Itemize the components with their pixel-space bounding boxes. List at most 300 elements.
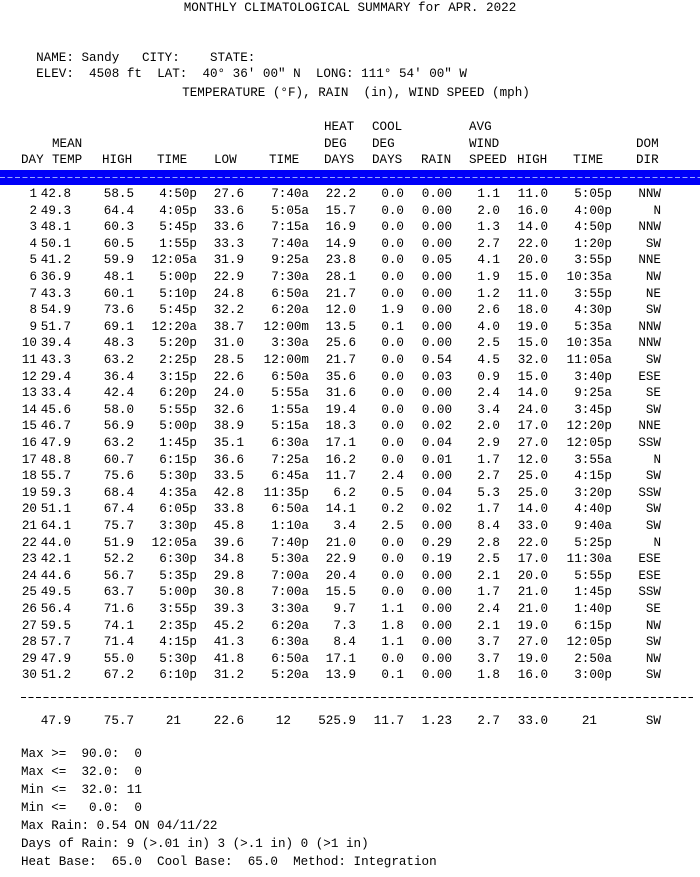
summary-line: Days of Rain: 9 (>.01 in) 3 (>.1 in) 0 (>1 in) bbox=[21, 837, 369, 851]
table-cell: 41.3 bbox=[213, 635, 244, 650]
table-cell: 6:30p bbox=[159, 552, 197, 567]
table-row bbox=[0, 651, 700, 667]
table-cell: 17.0 bbox=[517, 552, 548, 567]
longitude: 111° 54' 00" W bbox=[361, 67, 467, 81]
header-separator-band bbox=[0, 170, 700, 185]
table-cell: 29 bbox=[21, 651, 37, 666]
table-cell: 0.04 bbox=[421, 485, 452, 500]
table-cell: 15 bbox=[21, 419, 37, 434]
table-cell: 12:05a bbox=[151, 253, 197, 268]
table-cell: 60.1 bbox=[103, 286, 134, 301]
table-cell: 59.5 bbox=[40, 618, 71, 633]
table-cell: 0.0 bbox=[381, 353, 404, 367]
table-cell: 5:55p bbox=[159, 402, 197, 417]
table-cell: 0.00 bbox=[421, 220, 452, 235]
table-row bbox=[0, 252, 700, 268]
table-cell: 60.5 bbox=[103, 236, 134, 251]
table-cell: 0.00 bbox=[421, 469, 452, 484]
table-cell: 69.1 bbox=[103, 319, 134, 334]
table-cell: 21.0 bbox=[517, 602, 548, 616]
table-cell: 0.9 bbox=[477, 369, 500, 384]
column-header: DAY bbox=[21, 153, 44, 167]
station-name: Sandy bbox=[81, 51, 120, 65]
table-cell: 6:05p bbox=[159, 502, 197, 517]
table-cell: 0.0 bbox=[381, 552, 404, 567]
table-cell: 7.3 bbox=[333, 618, 356, 633]
table-cell: 15.0 bbox=[517, 270, 548, 284]
table-cell: 12:05p bbox=[566, 635, 612, 650]
units-line: TEMPERATURE (°F), RAIN (in), WIND SPEED (mph) bbox=[182, 86, 530, 100]
table-cell: 9:25a bbox=[574, 386, 612, 401]
column-header: MEAN bbox=[52, 136, 83, 151]
table-cell: 50.1 bbox=[40, 236, 71, 251]
table-cell: 49.5 bbox=[40, 585, 71, 600]
table-cell: 51.7 bbox=[40, 319, 71, 334]
column-header: AVG bbox=[469, 120, 492, 134]
table-cell: 0.0 bbox=[381, 270, 404, 284]
table-cell: 11:35p bbox=[263, 485, 309, 500]
table-cell: 1:10a bbox=[271, 519, 309, 533]
table-cell: 0.19 bbox=[421, 552, 452, 567]
table-row bbox=[0, 518, 700, 534]
header-row bbox=[0, 136, 700, 152]
table-cell: 33.5 bbox=[213, 469, 244, 484]
table-row bbox=[0, 452, 700, 468]
table-cell: 5:30a bbox=[271, 552, 309, 567]
table-cell: NNW bbox=[638, 187, 661, 201]
table-cell: 74.1 bbox=[103, 618, 134, 633]
totals-cell: 525.9 bbox=[318, 714, 356, 728]
table-cell: 2:25p bbox=[159, 353, 197, 367]
table-row bbox=[0, 203, 700, 219]
summary-line: Min <= 0.0: 0 bbox=[21, 801, 142, 815]
table-row bbox=[0, 352, 700, 368]
table-cell: 14.1 bbox=[325, 502, 356, 517]
table-cell: 25 bbox=[21, 585, 37, 600]
table-cell: 0.00 bbox=[421, 303, 452, 318]
table-cell: 2.8 bbox=[477, 535, 500, 550]
table-cell: 0.0 bbox=[381, 286, 404, 301]
table-cell: 2.0 bbox=[477, 203, 500, 218]
table-cell: 0.54 bbox=[421, 353, 452, 367]
header-row bbox=[0, 119, 700, 135]
table-cell: 27.0 bbox=[517, 436, 548, 450]
table-cell: 22.0 bbox=[517, 535, 548, 550]
column-header: TIME bbox=[269, 153, 300, 167]
table-cell: 0.0 bbox=[381, 203, 404, 218]
state-label: STATE: bbox=[210, 51, 256, 65]
table-cell: 2.6 bbox=[477, 303, 500, 318]
table-cell: 14.0 bbox=[517, 386, 548, 401]
table-cell: 56.7 bbox=[103, 568, 134, 583]
table-cell: 31.9 bbox=[213, 253, 244, 268]
table-cell: 8.4 bbox=[477, 519, 500, 533]
table-cell: 1.1 bbox=[477, 187, 500, 201]
table-cell: 6:15p bbox=[574, 618, 612, 633]
table-cell: 46.7 bbox=[40, 419, 71, 434]
table-cell: 0.00 bbox=[421, 386, 452, 401]
table-cell: 11.0 bbox=[517, 286, 548, 301]
table-cell: 0.00 bbox=[421, 402, 452, 417]
table-cell: 9:25a bbox=[271, 253, 309, 268]
table-cell: 48.1 bbox=[40, 220, 71, 235]
table-row bbox=[0, 501, 700, 517]
table-cell: 67.4 bbox=[103, 502, 134, 517]
table-cell: 6 bbox=[29, 270, 37, 284]
table-cell: 5:00p bbox=[159, 419, 197, 434]
table-cell: 0.0 bbox=[381, 386, 404, 401]
table-cell: 6:20a bbox=[271, 303, 309, 318]
table-row bbox=[0, 568, 700, 584]
table-cell: 56.4 bbox=[40, 602, 71, 616]
table-cell: 6:50a bbox=[271, 286, 309, 301]
table-cell: SW bbox=[645, 469, 661, 484]
table-cell: 59.3 bbox=[40, 485, 71, 500]
column-header: DIR bbox=[636, 153, 659, 167]
table-cell: 5:35p bbox=[159, 568, 197, 583]
table-cell: 0.01 bbox=[421, 452, 452, 467]
table-cell: 2.1 bbox=[477, 568, 500, 583]
table-cell: 43.3 bbox=[40, 353, 71, 367]
table-cell: 15.0 bbox=[517, 369, 548, 384]
table-cell: 41.2 bbox=[40, 253, 71, 268]
table-cell: 42.8 bbox=[213, 485, 244, 500]
table-cell: 75.6 bbox=[103, 469, 134, 484]
table-cell: 0.0 bbox=[381, 187, 404, 201]
table-cell: 24.0 bbox=[517, 402, 548, 417]
table-cell: 11.0 bbox=[517, 187, 548, 201]
column-header: TIME bbox=[157, 153, 188, 167]
table-cell: 51.1 bbox=[40, 502, 71, 517]
table-cell: 0.0 bbox=[381, 568, 404, 583]
column-header: LOW bbox=[214, 153, 237, 167]
table-cell: 0.0 bbox=[381, 436, 404, 450]
table-cell: 3:45p bbox=[574, 402, 612, 417]
table-cell: 44.6 bbox=[40, 568, 71, 583]
name-label: NAME: bbox=[36, 51, 74, 65]
table-cell: 7:00a bbox=[271, 568, 309, 583]
table-cell: 7:30a bbox=[271, 270, 309, 284]
table-cell: 25.0 bbox=[517, 485, 548, 500]
table-cell: N bbox=[653, 535, 661, 550]
table-cell: 32.2 bbox=[213, 303, 244, 318]
table-cell: 5:10p bbox=[159, 286, 197, 301]
totals-cell: 11.7 bbox=[373, 714, 404, 728]
table-cell: 3:55p bbox=[574, 253, 612, 268]
table-cell: 0.00 bbox=[421, 236, 452, 251]
table-cell: 15.0 bbox=[517, 336, 548, 351]
table-cell: 27.0 bbox=[517, 635, 548, 650]
table-cell: 0.1 bbox=[381, 319, 404, 334]
table-cell: ESE bbox=[638, 552, 661, 567]
table-cell: 55.7 bbox=[40, 469, 71, 484]
table-cell: 4:30p bbox=[574, 303, 612, 318]
table-cell: 4.1 bbox=[477, 253, 500, 268]
table-row bbox=[0, 385, 700, 401]
table-row bbox=[0, 435, 700, 451]
table-cell: 49.3 bbox=[40, 203, 71, 218]
summary-line: Max >= 90.0: 0 bbox=[21, 747, 142, 761]
table-cell: 10:35a bbox=[566, 336, 612, 351]
table-row bbox=[0, 319, 700, 335]
table-row bbox=[0, 551, 700, 567]
table-cell: 54.9 bbox=[40, 303, 71, 318]
table-cell: 55.0 bbox=[103, 651, 134, 666]
table-cell: 0.0 bbox=[381, 402, 404, 417]
summary-line: Heat Base: 65.0 Cool Base: 65.0 Method: Integration bbox=[21, 855, 437, 869]
table-cell: 0.00 bbox=[421, 270, 452, 284]
table-cell: 9.7 bbox=[333, 602, 356, 616]
table-cell: 16.9 bbox=[325, 220, 356, 235]
summary-line: Max <= 32.0: 0 bbox=[21, 765, 142, 779]
table-cell: 51.2 bbox=[40, 668, 71, 683]
table-cell: 0.00 bbox=[421, 635, 452, 650]
table-cell: 17.1 bbox=[325, 436, 356, 450]
table-cell: 2.0 bbox=[477, 419, 500, 434]
table-cell: 57.7 bbox=[40, 635, 71, 650]
lat-label: LAT: bbox=[157, 67, 188, 81]
table-row bbox=[0, 485, 700, 501]
table-cell: 48.1 bbox=[103, 270, 134, 284]
table-cell: 16.2 bbox=[325, 452, 356, 467]
table-cell: 56.9 bbox=[103, 419, 134, 434]
table-cell: 28 bbox=[21, 635, 37, 650]
table-cell: 16.0 bbox=[517, 668, 548, 683]
table-row bbox=[0, 584, 700, 600]
summary-line: Min <= 32.0: 11 bbox=[21, 783, 142, 797]
table-row bbox=[0, 468, 700, 484]
table-cell: 63.7 bbox=[103, 585, 134, 600]
table-cell: 58.0 bbox=[103, 402, 134, 417]
table-cell: 0.00 bbox=[421, 203, 452, 218]
table-cell: 36.9 bbox=[40, 270, 71, 284]
table-cell: 1.9 bbox=[477, 270, 500, 284]
table-cell: 2:35p bbox=[159, 618, 197, 633]
table-cell: 0.0 bbox=[381, 336, 404, 351]
table-cell: 28.1 bbox=[325, 270, 356, 284]
table-cell: 9:40a bbox=[574, 519, 612, 533]
table-cell: 30.8 bbox=[213, 585, 244, 600]
table-cell: 22.9 bbox=[213, 270, 244, 284]
table-cell: 19 bbox=[21, 485, 37, 500]
table-cell: 29.8 bbox=[213, 568, 244, 583]
table-cell: 59.9 bbox=[103, 253, 134, 268]
table-cell: 19.0 bbox=[517, 319, 548, 334]
table-cell: 19.0 bbox=[517, 618, 548, 633]
table-cell: NNW bbox=[638, 220, 661, 235]
table-row bbox=[0, 302, 700, 318]
table-cell: 0.00 bbox=[421, 602, 452, 616]
table-cell: 3:15p bbox=[159, 369, 197, 384]
table-cell: 1.8 bbox=[477, 668, 500, 683]
table-cell: 48.3 bbox=[103, 336, 134, 351]
table-cell: SSW bbox=[638, 485, 661, 500]
table-cell: 2.1 bbox=[477, 618, 500, 633]
table-cell: 24.8 bbox=[213, 286, 244, 301]
table-row bbox=[0, 618, 700, 634]
table-cell: 2.4 bbox=[381, 469, 404, 484]
table-cell: 0.03 bbox=[421, 369, 452, 384]
table-cell: 4:00p bbox=[574, 203, 612, 218]
table-cell: 2.5 bbox=[381, 519, 404, 533]
table-cell: 1:55p bbox=[159, 236, 197, 251]
table-cell: 45.2 bbox=[213, 618, 244, 633]
table-cell: 6:50a bbox=[271, 369, 309, 384]
table-cell: 63.2 bbox=[103, 436, 134, 450]
table-cell: 39.4 bbox=[40, 336, 71, 351]
table-cell: 11:30a bbox=[566, 552, 612, 567]
station-line-1 bbox=[21, 34, 256, 65]
table-cell: 11:05a bbox=[566, 353, 612, 367]
table-cell: 51.9 bbox=[103, 535, 134, 550]
table-cell: 1.2 bbox=[477, 286, 500, 301]
table-cell: 20.0 bbox=[517, 253, 548, 268]
table-cell: 38.7 bbox=[213, 319, 244, 334]
table-cell: 0.00 bbox=[421, 585, 452, 600]
table-cell: 0.2 bbox=[381, 502, 404, 517]
table-cell: 52.2 bbox=[103, 552, 134, 567]
table-cell: 33.3 bbox=[213, 236, 244, 251]
table-cell: 48.8 bbox=[40, 452, 71, 467]
table-cell: 0.05 bbox=[421, 253, 452, 268]
table-cell: 0.0 bbox=[381, 651, 404, 666]
table-row bbox=[0, 667, 700, 683]
table-cell: 3:30a bbox=[271, 602, 309, 616]
table-row bbox=[0, 269, 700, 285]
table-cell: 0.00 bbox=[421, 519, 452, 533]
table-cell: 8.4 bbox=[333, 635, 356, 650]
column-header: DAYS bbox=[324, 153, 355, 167]
table-cell: 1.7 bbox=[477, 585, 500, 600]
table-cell: 6:20a bbox=[271, 618, 309, 633]
table-cell: 6:45a bbox=[271, 469, 309, 484]
table-cell: 20.4 bbox=[325, 568, 356, 583]
table-cell: 11.7 bbox=[325, 469, 356, 484]
table-cell: 1.1 bbox=[381, 635, 404, 650]
table-cell: 32.6 bbox=[213, 402, 244, 417]
table-cell: 47.9 bbox=[40, 436, 71, 450]
table-cell: 10 bbox=[21, 336, 37, 351]
elev-label: ELEV: bbox=[36, 67, 74, 81]
table-row bbox=[0, 601, 700, 617]
table-cell: 35.1 bbox=[213, 436, 244, 450]
table-cell: 18.3 bbox=[325, 419, 356, 434]
table-cell: 6:20p bbox=[159, 386, 197, 401]
table-cell: 5:15a bbox=[271, 419, 309, 434]
table-cell: 12:20a bbox=[151, 319, 197, 334]
table-cell: 7:40a bbox=[271, 187, 309, 201]
table-cell: 17.1 bbox=[325, 651, 356, 666]
table-cell: NNE bbox=[638, 253, 661, 268]
city-label: CITY: bbox=[141, 51, 180, 65]
table-cell: 1.9 bbox=[381, 303, 404, 318]
table-cell: 6:30a bbox=[271, 635, 309, 650]
table-cell: 14 bbox=[21, 402, 37, 417]
table-cell: 32.0 bbox=[517, 353, 548, 367]
elevation: 4508 ft bbox=[89, 67, 142, 81]
table-cell: 0.00 bbox=[421, 286, 452, 301]
table-cell: 1:55a bbox=[271, 402, 309, 417]
table-cell: 71.6 bbox=[103, 602, 134, 616]
table-cell: 2.5 bbox=[477, 336, 500, 351]
table-cell: 14.0 bbox=[517, 502, 548, 517]
table-cell: 20.0 bbox=[517, 568, 548, 583]
table-cell: 5:20p bbox=[159, 336, 197, 351]
table-cell: 3:00p bbox=[574, 668, 612, 683]
table-cell: 1.1 bbox=[381, 602, 404, 616]
table-cell: 1:45p bbox=[574, 585, 612, 600]
table-cell: 21.0 bbox=[517, 585, 548, 600]
table-cell: 12 bbox=[21, 369, 37, 384]
table-cell: N bbox=[653, 452, 661, 467]
table-cell: 47.9 bbox=[40, 651, 71, 666]
table-cell: 15.5 bbox=[325, 585, 356, 600]
table-cell: 7 bbox=[29, 286, 37, 301]
totals-cell: 47.9 bbox=[40, 714, 71, 728]
table-cell: 38.9 bbox=[213, 419, 244, 434]
table-cell: 0.29 bbox=[421, 535, 452, 550]
table-cell: 16 bbox=[21, 436, 37, 450]
table-cell: 35.6 bbox=[325, 369, 356, 384]
table-cell: 75.7 bbox=[103, 519, 134, 533]
table-cell: 21.0 bbox=[325, 535, 356, 550]
table-cell: SW bbox=[645, 236, 661, 251]
table-cell: 12.0 bbox=[517, 452, 548, 467]
table-cell: 18 bbox=[21, 469, 37, 484]
table-cell: 28.5 bbox=[213, 353, 244, 367]
table-cell: 22.0 bbox=[517, 236, 548, 251]
table-cell: 33.4 bbox=[40, 386, 71, 401]
table-cell: 41.8 bbox=[213, 651, 244, 666]
table-cell: 21.7 bbox=[325, 286, 356, 301]
totals-cell: SW bbox=[645, 714, 661, 728]
table-cell: 42.8 bbox=[40, 187, 71, 201]
table-cell: SW bbox=[645, 519, 661, 533]
table-cell: SW bbox=[645, 353, 661, 367]
table-cell: 44.0 bbox=[40, 535, 71, 550]
table-cell: 5:30p bbox=[159, 469, 197, 484]
table-cell: 36.6 bbox=[213, 452, 244, 467]
table-cell: 58.5 bbox=[103, 187, 134, 201]
table-row bbox=[0, 236, 700, 252]
table-cell: 33.6 bbox=[213, 203, 244, 218]
table-cell: SW bbox=[645, 635, 661, 650]
table-cell: 27.6 bbox=[213, 187, 244, 201]
table-cell: 13 bbox=[21, 386, 37, 401]
table-cell: 0.0 bbox=[381, 535, 404, 550]
table-cell: 18.0 bbox=[517, 303, 548, 318]
table-cell: 64.4 bbox=[103, 203, 134, 218]
table-cell: 0.04 bbox=[421, 436, 452, 450]
table-cell: 1.7 bbox=[477, 502, 500, 517]
table-cell: 36.4 bbox=[103, 369, 134, 384]
table-cell: 5:05a bbox=[271, 203, 309, 218]
table-cell: 43.3 bbox=[40, 286, 71, 301]
table-cell: 39.3 bbox=[213, 602, 244, 616]
column-header: TIME bbox=[573, 153, 604, 167]
table-cell: 13.9 bbox=[325, 668, 356, 683]
table-cell: 5:45p bbox=[159, 220, 197, 235]
table-row bbox=[0, 186, 700, 202]
report-title: MONTHLY CLIMATOLOGICAL SUMMARY for APR. 2022 bbox=[183, 1, 517, 15]
table-cell: 2.4 bbox=[477, 386, 500, 401]
table-cell: 0.1 bbox=[381, 668, 404, 683]
table-cell: 34.8 bbox=[213, 552, 244, 567]
table-cell: 31.2 bbox=[213, 668, 244, 683]
table-cell: 45.6 bbox=[40, 402, 71, 417]
table-cell: 30 bbox=[21, 668, 37, 683]
table-cell: 19.0 bbox=[517, 651, 548, 666]
